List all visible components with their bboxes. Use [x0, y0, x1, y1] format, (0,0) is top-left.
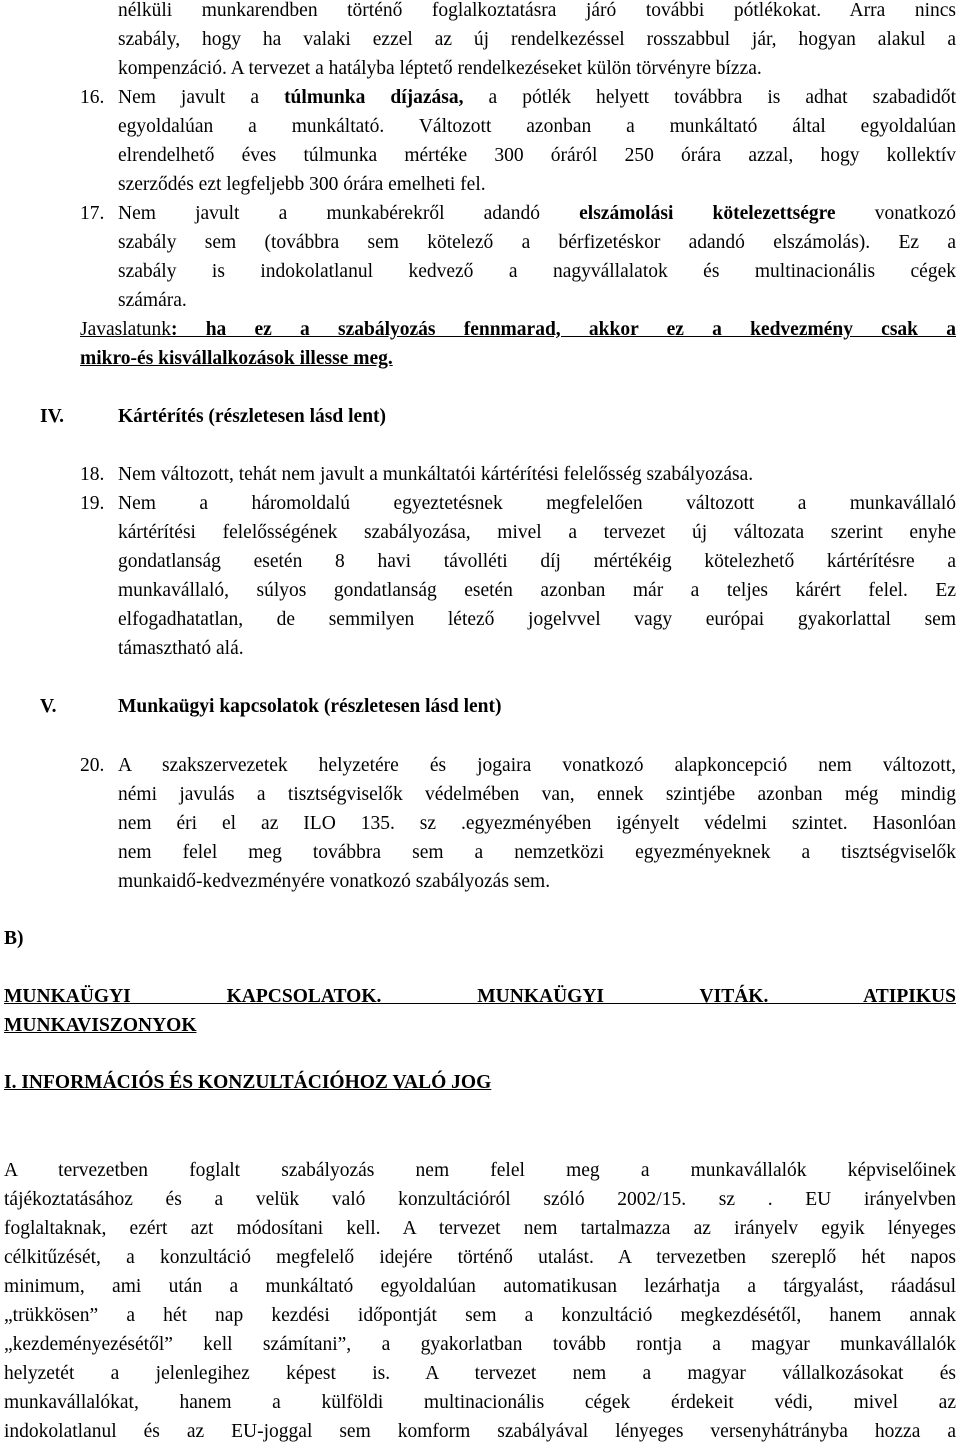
heading-text: MUNKAVISZONYOK — [4, 1015, 197, 1036]
text-line: szabály sem (továbbra sem kötelező a bérfizetéskor adandó elszámolás). Ez a — [118, 232, 956, 253]
text-line: egyoldalúan a munkáltató. Változott azonban a munkáltató által egyoldalúan — [118, 116, 956, 137]
part-heading — [4, 982, 956, 1040]
text-line: nem éri el az ILO 135. sz .egyezményében igényelt védelmi szintet. Hasonlóan — [118, 813, 956, 834]
text-line: célkitűzését, a konzultáció megfelelő idejére történő utalást. A tervezetben szereplő hét napos — [4, 1247, 956, 1268]
subheading — [4, 1068, 956, 1097]
text-line: tájékoztatásához és a velük való konzultációról szóló 2002/15. sz . EU irányelvben — [4, 1189, 956, 1210]
text-line: munkavállalókat, hanem a külföldi multinacionális cégek érdekeit védi, mivel az — [4, 1392, 956, 1413]
proposal-text: : ha ez a szabályozás fennmarad, akkor ez a kedvezmény csak a — [170, 319, 956, 340]
text-line: kártérítési felelősségének szabályozása, mivel a tervezet új változata szerint enyhe — [118, 522, 956, 543]
text-line: foglaltaknak, ezért azt módosítani kell. A tervezet nem tartalmazza az irányelv egyik lényeges — [4, 1218, 956, 1239]
list-item-17 — [118, 199, 956, 315]
text-line: helyzetét a jelenlegihez képest is. A tervezet nem a magyar vállalkozásokat és — [4, 1363, 956, 1384]
section-title: Kártérítés (részletesen lásd lent) — [118, 406, 387, 427]
text-span: vonatkozó — [835, 203, 956, 224]
list-item-20 — [118, 751, 956, 896]
text-line: A szakszervezetek helyzetére és jogaira vonatkozó alapkoncepció nem változott, — [118, 755, 956, 776]
item-number: 20. — [80, 755, 105, 776]
text-line: számára. — [118, 290, 187, 311]
proposal-line — [80, 315, 956, 344]
text-line: elrendelhető éves túlmunka mértéke 300 óráról 250 órára azzal, hogy kollektív — [118, 145, 956, 166]
text-line: támasztható alá. — [118, 638, 244, 659]
part-label: B) — [4, 928, 24, 949]
list-item-19 — [118, 489, 956, 663]
continuation-paragraph — [118, 0, 956, 83]
heading-line — [4, 1011, 956, 1040]
text-line: Nem változott, tehát nem javult a munkáltatói kártérítési felelősség szabályozása. — [118, 464, 754, 485]
list-item-18 — [118, 460, 956, 489]
text-line: indokolatlanul és az EU-joggal sem komform szabályával lényeges versenyhátrányba hozza a — [4, 1421, 956, 1442]
text-line: nélküli munkarendben történő foglalkoztatásra járó további pótlékokat. Arra nincs — [118, 0, 956, 21]
proposal-line — [80, 344, 956, 373]
text-line: munkavállaló, súlyos gondatlanság esetén azonban már a teljes kárért felel. Ez — [118, 580, 956, 601]
text-span: Nem javult a munkabérekről adandó — [118, 203, 580, 224]
text-line: nem felel meg továbbra sem a nemzetközi egyezményeknek a tisztségviselők — [118, 842, 956, 863]
text-line: minimum, ami után a munkáltató egyoldalúan automatikusan lezárhatja a tárgyalást, ráadásul — [4, 1276, 956, 1297]
bold-term: elszámolási kötelezettségre — [579, 203, 836, 224]
section-numeral: IV. — [40, 406, 65, 427]
section-numeral: V. — [40, 696, 57, 717]
text-span: Nem javult a — [118, 87, 285, 108]
section-title: Munkaügyi kapcsolatok (részletesen lásd lent) — [118, 696, 502, 717]
proposal-text: mikro-és kisvállalkozások illesse meg. — [80, 348, 393, 369]
list-item-16 — [118, 83, 956, 199]
text-line: kompenzáció. A tervezet a hatályba léptető rendelkezéseket külön törvényre bízza. — [118, 58, 762, 79]
heading-text: MUNKAÜGYI KAPCSOLATOK. MUNKAÜGYI VITÁK. ATIPIKUS — [4, 986, 956, 1007]
subheading-line — [4, 1068, 956, 1097]
text-line: elfogadhatatlan, de semmilyen létező jogelvvel vagy európai gyakorlattal sem — [118, 609, 956, 630]
text-line: „trükkösen” a hét nap kezdési időpontját sem a konzultáció megkezdésétől, hanem annak — [4, 1305, 956, 1326]
text-line: „kezdeményezésétől” kell számítani”, a gyakorlatban tovább rontja a magyar munkavállalók — [4, 1334, 956, 1355]
text-line: Nem a háromoldalú egyeztetésnek megfelelően változott a munkavállaló — [118, 493, 956, 514]
body-paragraph — [4, 1156, 956, 1446]
text-line: A tervezetben foglalt szabályozás nem felel meg a munkavállalók képviselőinek — [4, 1160, 956, 1181]
subheading-text: I. INFORMÁCIÓS ÉS KONZULTÁCIÓHOZ VALÓ JOG — [4, 1072, 492, 1093]
text-span: a pótlék helyett továbbra is adhat szabadidőt — [463, 87, 956, 108]
heading-line — [4, 982, 956, 1011]
bold-term: túlmunka díjazása, — [284, 87, 464, 108]
item-number: 19. — [80, 493, 105, 514]
text-line: gondatlanság esetén 8 havi távolléti díj mértékéig kötelezhető kártérítésre a — [118, 551, 956, 572]
text-line: szabály, hogy ha valaki ezzel az új rendelkezéssel rosszabbul jár, hogyan alakul a — [118, 29, 956, 50]
proposal — [80, 315, 956, 373]
text-line: némi javulás a tisztségviselők védelmében van, ennek szintjébe azonban még mindig — [118, 784, 956, 805]
text-line — [118, 199, 956, 228]
text-line: szerződés ezt legfeljebb 300 órára emelheti fel. — [118, 174, 486, 195]
item-number: 18. — [80, 464, 105, 485]
text-line: szabály is indokolatlanul kedvező a nagyvállalatok és multinacionális cégek — [118, 261, 956, 282]
proposal-label: Javaslatunk — [80, 319, 171, 340]
text-line: munkaidő-kedvezményére vonatkozó szabályozás sem. — [118, 871, 551, 892]
item-number: 16. — [80, 87, 105, 108]
text-line — [118, 83, 956, 112]
item-number: 17. — [80, 203, 105, 224]
